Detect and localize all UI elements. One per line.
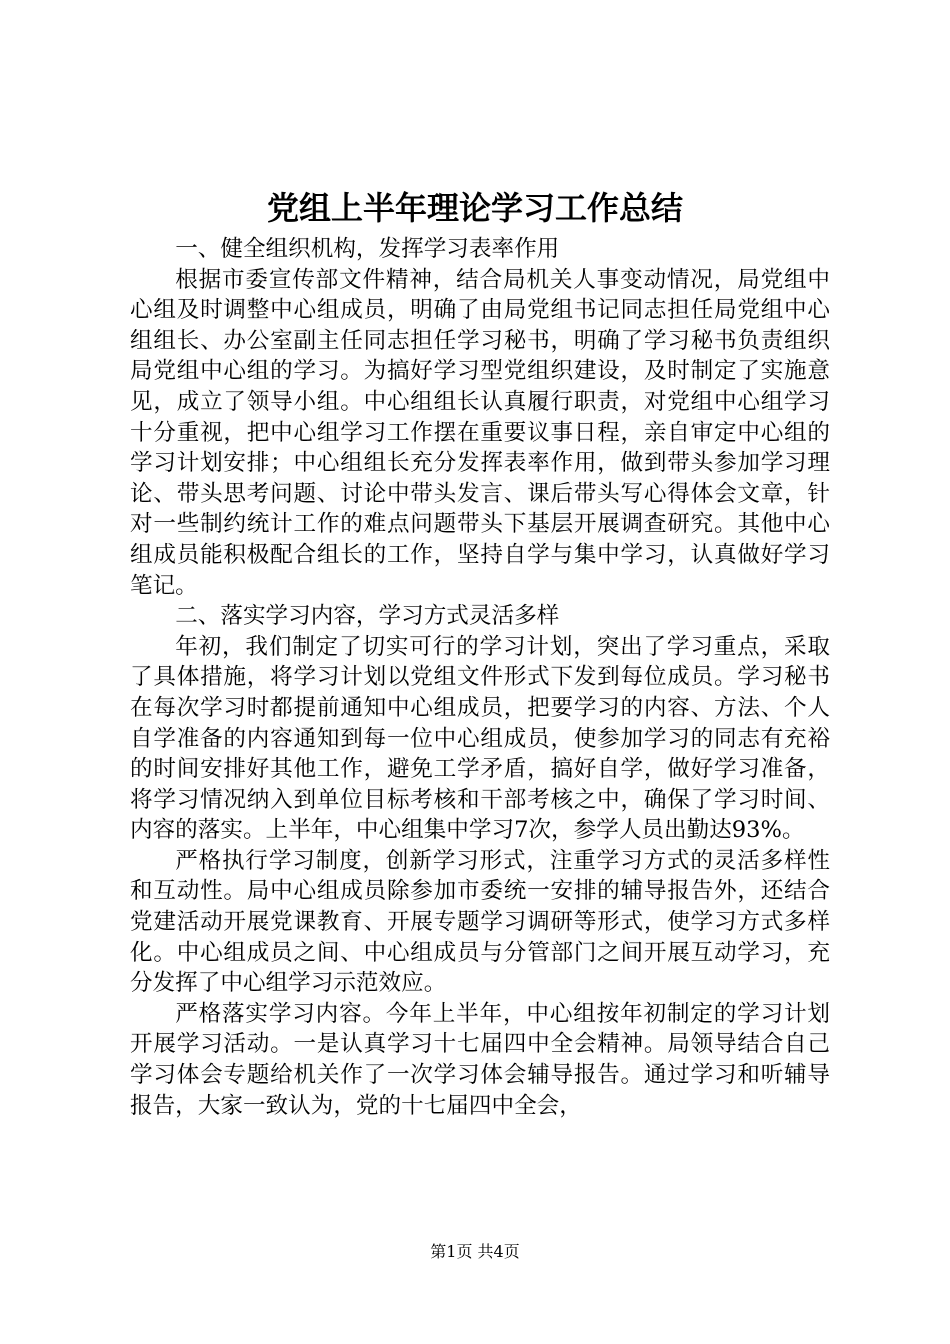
paragraph-1: 根据市委宣传部文件精神，结合局机关人事变动情况，局党组中心组及时调整中心组成员，明确了由局党组书记同志担任局党组中心组组长、办公室副主任同志担任学习秘书，明确了学习秘书负责组织局党组中心组的学习。为搞好学习型党组织建设，及时制定了实施意见，成立了领导小组。中心组组长认真履行职责，对党组中心组学习十分重视，把中心组学习工作摆在重要议事日程，亲自审定中心组的学习计划安排；中心组组长充分发挥表率作用，做到带头参加学习理论、带头思考问题、讨论中带头发言、课后带头写心得体会文章，针对一些制约统计工作的难点问题带头下基层开展调查研究。其他中心组成员能积极配合组长的工作，坚持自学与集中学习，认真做好学习笔记。	[130, 266, 830, 599]
section-heading-1: 一、健全组织机构，发挥学习表率作用	[175, 236, 560, 262]
paragraph-4: 严格落实学习内容。今年上半年，中心组按年初制定的学习计划开展学习活动。一是认真学习十七届四中全会精神。局领导结合自己学习体会专题给机关作了一次学习体会辅导报告。通过学习和听辅导报告，大家一致认为，党的十七届四中全会，	[130, 1000, 830, 1119]
section-heading-2: 二、落实学习内容，学习方式灵活多样	[175, 603, 560, 630]
paragraph-2: 年初，我们制定了切实可行的学习计划，突出了学习重点，采取了具体措施，将学习计划以党组文件形式下发到每位成员。学习秘书在每次学习时都提前通知中心组成员，把要学习的内容、方法、个人自学准备的内容通知到每一位中心组成员，使参加学习的同志有充裕的时间安排好其他工作，避免工学矛盾，搞好自学，做好学习准备，将学习情况纳入到单位目标考核和干部考核之中，确保了学习时间、内容的落实。上半年，中心组集中学习7次，参学人员出勤达93%。	[130, 633, 830, 844]
paragraph-3: 严格执行学习制度，创新学习形式，注重学习方式的灵活多样性和互动性。局中心组成员除参加市委统一安排的辅导报告外，还结合党建活动开展党课教育、开展专题学习调研等形式，使学习方式多样化。中心组成员之间、中心组成员与分管部门之间开展互动学习，充分发挥了中心组学习示范效应。	[130, 847, 830, 997]
document-body	[130, 234, 830, 1121]
document-title: 党组上半年理论学习工作总结	[266, 189, 683, 227]
page-number-footer: 第1页 共4页	[430, 1242, 520, 1261]
